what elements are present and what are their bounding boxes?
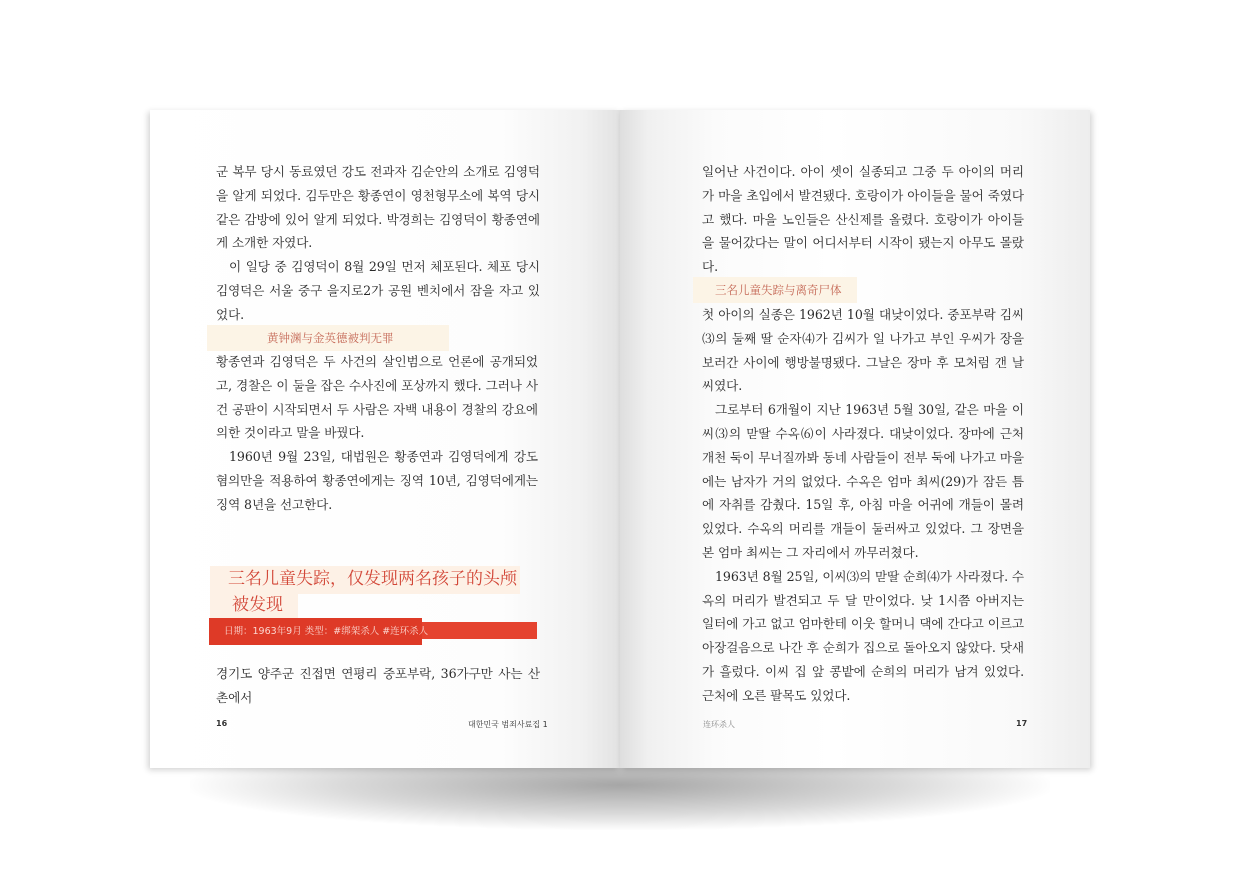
paragraph: 1963년 8월 25일, 이씨⑶의 맏딸 순희⑷가 사라졌다. 수옥의 머리가 발견되고 두 달 만이었다. 낮 1시쯤 아버지는 일터에 가고 없고 엄마한테 이웃 할머니 댁에 간다고 이르고 아장걸음으로 나간 후 순희가 집으로 돌아오지 않았다. 닷새가 흘렀다. 이씨 집 앞 콩밭에 순희의 머리가 남겨 있었다. 근처에 오른 팔목도 있었다. bbox=[702, 568, 1024, 703]
right-page bbox=[620, 110, 1090, 768]
chapter-meta: 日期：1963年9月 类型：#绑架杀人 #连环杀人 bbox=[224, 626, 429, 637]
left-body-bottom bbox=[216, 662, 540, 710]
section-subheading: 黄钟渊与金英德被判无罪 bbox=[207, 325, 449, 351]
chapter-title-line1: 三名儿童失踪，仅发现两名孩子的头颅 bbox=[210, 566, 520, 594]
left-body-middle bbox=[216, 350, 538, 517]
running-title: 连环杀人 bbox=[703, 720, 735, 729]
right-body-top bbox=[702, 160, 1024, 279]
running-title: 대한민국 범죄사료집 1 bbox=[468, 720, 548, 729]
paragraph: 첫 아이의 실종은 1962년 10월 대낮이었다. 중포부락 김씨⑶의 둘째 딸 순자⑷가 김씨가 일 나가고 부인 우씨가 장을 보러간 사이에 행방불명됐다. 그날은 장마 후 모처럼 갠 날씨였다. bbox=[702, 307, 1024, 394]
page-number: 16 bbox=[216, 719, 228, 728]
section-subheading: 三名儿童失踪与离奇尸体 bbox=[693, 277, 857, 303]
paragraph: 1960년 9월 23일, 대법원은 황종연과 김영덕에게 강도 혐의만을 적용하여 황종연에게는 징역 10년, 김영덕에게는 징역 8년을 선고한다. bbox=[216, 449, 538, 512]
left-page bbox=[150, 110, 620, 768]
chapter-title-line2: 被发现 bbox=[210, 592, 298, 620]
paragraph: 일어난 사건이다. 아이 셋이 실종되고 그중 두 아이의 머리가 마을 초입에서 발견됐다. 호랑이가 아이들을 물어 죽였다고 했다. 마을 노인들은 산신제를 올렸다. 호랑이가 아이들을 물어갔다는 말이 어디서부터 시작이 됐는지 아무도 몰랐다. bbox=[702, 164, 1024, 275]
left-body-top bbox=[216, 160, 540, 327]
paragraph: 경기도 양주군 진접면 연평리 중포부락, 36가구만 사는 산촌에서 bbox=[216, 666, 540, 705]
page-number: 17 bbox=[1016, 719, 1028, 728]
paragraph: 군 복무 당시 동료였던 강도 전과자 김순안의 소개로 김영덕을 알게 되었다. 김두만은 황종연이 영천형무소에 복역 당시 같은 감방에 있어 알게 되었다. 박경희는 김영덕이 황종연에게 소개한 자였다. bbox=[216, 164, 540, 251]
paragraph: 이 일당 중 김영덕이 8월 29일 먼저 체포된다. 체포 당시 김영덕은 서울 중구 을지로2가 공원 벤치에서 잠을 자고 있었다. bbox=[216, 259, 540, 322]
right-body-main bbox=[702, 303, 1024, 708]
open-book bbox=[150, 110, 1090, 770]
paragraph: 황종연과 김영덕은 두 사건의 살인범으로 언론에 공개되었고, 경찰은 이 둘을 잡은 수사진에 포상까지 했다. 그러나 사건 공판이 시작되면서 두 사람은 자백 내용이 경찰의 강요에 의한 것이라고 말을 바꿨다. bbox=[216, 354, 538, 441]
paragraph: 그로부터 6개월이 지난 1963년 5월 30일, 같은 마을 이씨⑶의 맏딸 수옥⑹이 사라졌다. 대낮이었다. 장마에 근처 개천 둑이 무너질까봐 동네 사람들이 전부 둑에 나가고 마을에는 남자가 거의 없었다. 수옥은 엄마 최씨(29)가 잠든 틈에 자취를 감췄다. 15일 후, 아침 마을 어귀에 개들이 몰려 있었다. 수옥의 머리를 개들이 둘러싸고 있었다. 그 장면을 본 엄마 최씨는 그 자리에서 까무러쳤다. bbox=[702, 402, 1024, 560]
